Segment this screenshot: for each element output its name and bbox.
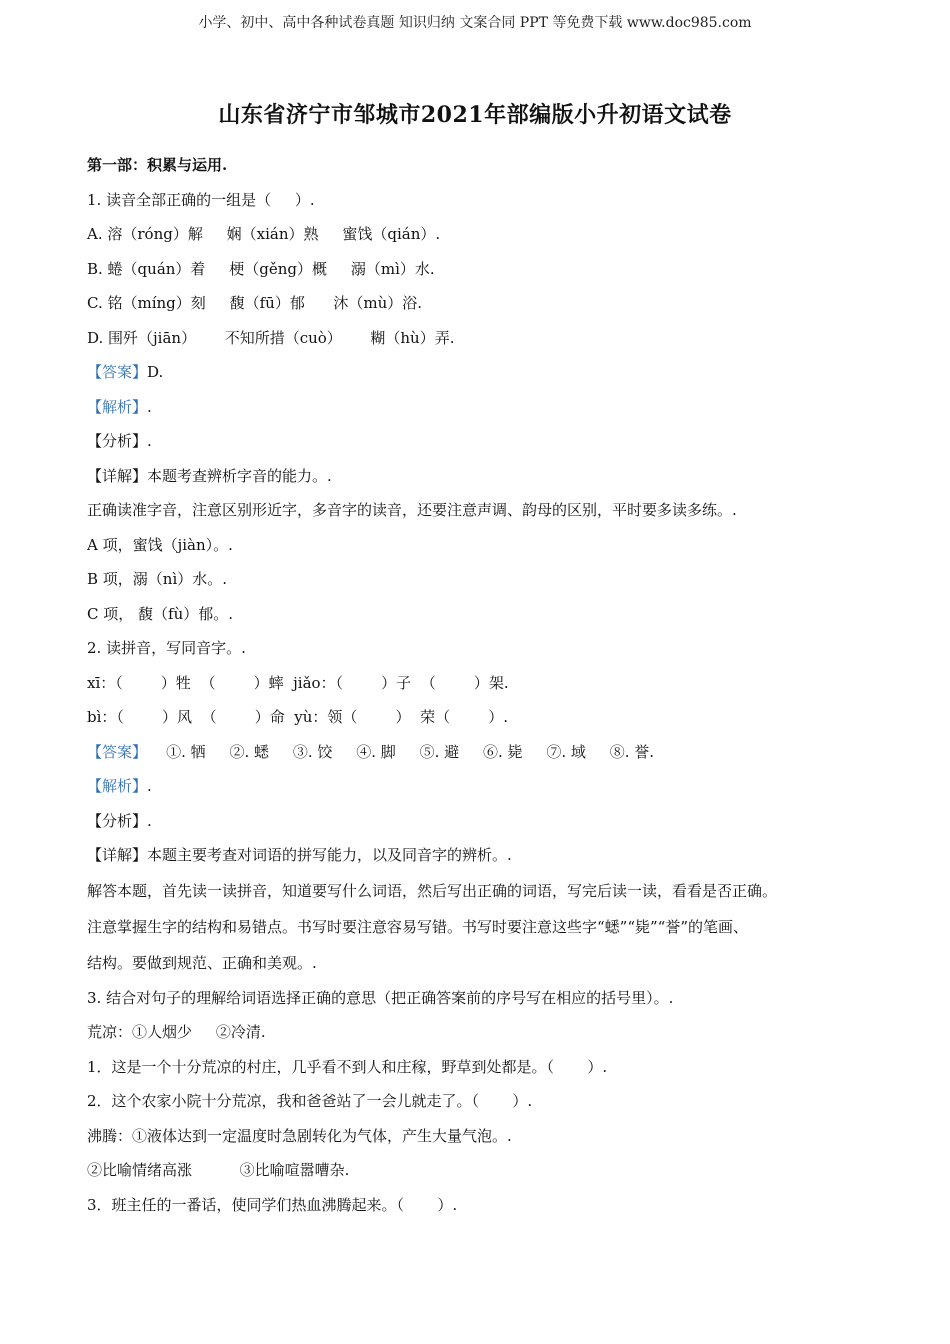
paragraph: 解答本题，首先读一读拼音，知道要写什么词语，然后写出正确的词语，写完后读一读，看看是否正确。	[87, 881, 778, 900]
word-definition: ②比喻情绪高涨 ③比喻喧嚣嘈杂.	[87, 1161, 350, 1179]
sentence-1: 1．这是一个十分荒凉的村庄，几乎看不到人和庄稼，野草到处都是。（ ）.	[87, 1057, 608, 1076]
analysis-tag: 【解析】	[87, 777, 148, 795]
analysis-line: 【解析】.	[87, 777, 152, 795]
question-1: 1. 读音全部正确的一组是（ ）.	[87, 190, 315, 209]
option-c: C. 铭（míng）刻 馥（fū）郁 沐（mù）浴.	[87, 294, 423, 312]
analysis-tag: 【解析】	[87, 397, 148, 416]
pinyin-row-2: bì：（ ）风 （ ）命 yù：领（ ） 荣（ ）.	[87, 708, 508, 726]
fenxi-line: 【分析】.	[87, 811, 152, 830]
option-b: B. 蜷（quán）着 梗（gěng）概 溺（mì）水.	[87, 259, 435, 278]
word-definition: 沸腾：①液体达到一定温度时急剧转化为气体，产生大量气泡。.	[87, 1126, 512, 1145]
page-header: 小学、初中、高中各种试卷真题 知识归纳 文案合同 PPT 等免费下载 www.doc985.com	[198, 15, 752, 31]
paragraph: 注意掌握生字的结构和易错点。书写时要注意容易写错。书写时要注意这些字“蟋”“毙”“誉”的笔画、	[87, 917, 749, 936]
detail-line: 【详解】本题主要考查对词语的拼写能力，以及同音字的辨析。.	[87, 846, 512, 864]
item-c: C 项， 馥（fù）郁。.	[87, 604, 233, 623]
option-a: A. 溶（róng）解 娴（xián）熟 蜜饯（qián）.	[87, 225, 441, 243]
answer-line: 【答案】D.	[87, 363, 164, 381]
pinyin-row-1: xī：（ ）牲 （ ）蟀 jiǎo：（ ）子 （ ）架.	[87, 673, 509, 692]
sentence-3: 3．班主任的一番话，使同学们热血沸腾起来。（ ）.	[87, 1195, 458, 1214]
answer-line: 【答案】 ①. 牺 ②. 蟋 ③. 饺 ④. 脚 ⑤. 避 ⑥. 毙 ⑦. 域 ⑧. 誉.	[87, 742, 655, 761]
item-b: B 项，溺（nì）水。.	[87, 570, 228, 588]
document-title: 山东省济宁市邹城市2021年部编版小升初语文试卷	[218, 102, 732, 128]
word-definition: 荒凉：①人烟少 ②冷清.	[87, 1023, 266, 1041]
item-a: A 项，蜜饯（jiàn）。.	[87, 535, 233, 554]
question-3: 3. 结合对句子的理解给词语选择正确的意思（把正确答案前的序号写在相应的括号里）。.	[87, 988, 674, 1007]
document-body	[87, 148, 887, 1222]
sentence-2: 2．这个农家小院十分荒凉，我和爸爸站了一会儿就走了。（ ）.	[87, 1092, 533, 1110]
paragraph: 正确读准字音，注意区别形近字，多音字的读音，还要注意声调、韵母的区别，平时要多读多练。.	[87, 501, 737, 519]
fenxi-line: 【分析】.	[87, 432, 152, 450]
option-d: D. 围歼（jiān） 不知所措（cuò） 糊（hù）弄.	[87, 328, 455, 347]
question-2: 2. 读拼音，写同音字。.	[87, 639, 246, 657]
answer-tag: 【答案】	[87, 363, 148, 381]
detail-line: 【详解】本题考查辨析字音的能力。.	[87, 466, 332, 485]
analysis-line: 【解析】.	[87, 397, 152, 416]
paragraph: 结构。要做到规范、正确和美观。.	[87, 953, 317, 972]
answer-tag: 【答案】	[87, 742, 148, 761]
section-heading: 第一部：积累与运用.	[87, 156, 228, 174]
